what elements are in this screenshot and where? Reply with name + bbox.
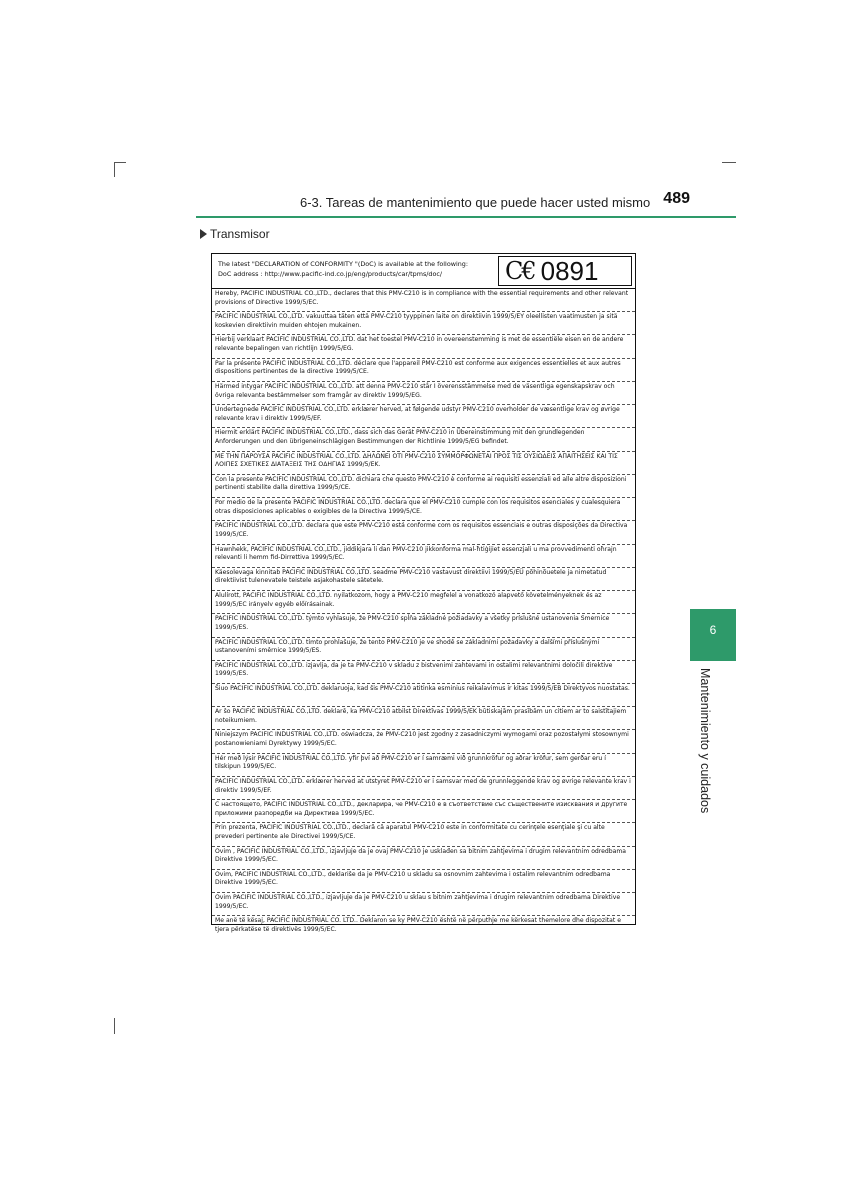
chapter-side-label (698, 668, 712, 814)
declaration-entry: ΜΕ ΤΗΝ ΠΑΡΟΥΣΑ PACIFIC INDUSTRIAL CO.,LTD. ΔΗΛΩΝΕΙ ΟΤΙ PMV-C210 ΣΥΜΜΟΡΦΩΝΕΤΑΙ ΠΡΟΣ ΤΙΣ ΟΥΣΙΩΔΕΙΣ ΑΠΑΙΤΗΣΕΙΣ ΚΑΙ ΤΙΣ ΛΟΙΠΕΣ ΣΧΕΤΙΚΕΣ ΔΙΑΤΑΞΕΙΣ ΤΗΣ ΟΔΗΓΙΑΣ 1999/5/ΕΚ. (212, 451, 635, 474)
declaration-entry: Käesolevaga kinnitab PACIFIC INDUSTRIAL CO.,LTD. seadme PMV-C210 vastavust direktiivi 1999/5/EÜ põhinõuetele ja nimetatud direktiivist tulenevatele teistele asjakohastele sätetele. (212, 567, 635, 590)
chapter-tab (690, 609, 736, 661)
section-heading-text: Transmisor (210, 227, 270, 241)
declaration-entry: Ovim PACIFIC INDUSTRIAL CO.,LTD., izjavljuje da je PMV-C210 u sklau s bitnim zahtjevima i drugim relevantnim odredbama Direktive 1999/5/EC. (212, 892, 635, 915)
declaration-entry: Härmed intygar PACIFIC INDUSTRIAL CO.,LTD. att denna PMV-C210 står I överensstämmelse med de väsentliga egenskapskrav och övriga relevanta bestämmelser som framgår av direktiv 1999/5/EG. (212, 381, 635, 404)
doc-intro-line2: DoC address : http://www.pacific-ind.co.jp/eng/products/car/tpms/doc/ (218, 270, 443, 278)
declaration-of-conformity-box (211, 253, 636, 933)
declaration-entry: Alulírott, PACIFIC INDUSTRIAL CO.,LTD. nyilatkozom, hogy a PMV-C210 megfelel a vonatkozó alapvető követelményeknek és az 1999/5/EC irányelv egyéb előírásainak. (212, 590, 635, 613)
page-header-title: 6-3. Tareas de mantenimiento que puede hacer usted mismo (300, 195, 651, 210)
doc-intro-line1: The latest "DECLARATION of CONFORMITY "(DoC) is available at the following: (218, 260, 469, 268)
declaration-entry: Por medio de la presente PACIFIC INDUSTRIAL CO.,LTD. declara que el PMV-C210 cumple con los requisitos esenciales y cualesquiera otras disposiciones aplicables o exigibles de la Directiva 1999/5/CE. (212, 497, 635, 520)
declaration-entry: Šiuo PACIFIC INDUSTRIAL CO.,LTD. deklaruoja, kad šis PMV-C210 atitinka esminius reikalavimus ir kitas 1999/5/EB Direktyvos nuostatas. (212, 683, 635, 706)
header-rule (196, 216, 736, 218)
declaration-entry: Hierbij verklaart PACIFIC INDUSTRIAL CO.,LTD. dat het toestel PMV-C210 in overeenstemming is met de essentiële eisen en de andere relevante bepalingen van richtlijn 1999/5/EG. (212, 334, 635, 357)
chapter-tab-number: 6 (709, 623, 717, 637)
declaration-entry: Hiermit erklärt PACIFIC INDUSTRIAL CO.,LTD., dass sich das Gerät PMV-C210 in Übereinstimmung mit den grundlegenden Anforderungen und den übrigeneinschlägigen Bestimmungen der Richtlinie 1999/5/EG befindet. (212, 427, 635, 450)
ce-mark-icon: C€ (505, 257, 535, 285)
triangle-bullet-icon (200, 229, 207, 239)
page-number: 489 (663, 190, 690, 207)
crop-mark-bottom-left-v (114, 1018, 115, 1034)
declaration-entry: Undertegnede PACIFIC INDUSTRIAL CO.,LTD. erklærer herved, at følgende udstyr PMV-C210 overholder de væsentlige krav og øvrige relevante krav i direktiv 1999/5/EF. (212, 404, 635, 427)
declaration-entry: PACIFIC INDUSTRIAL CO.,LTD. izjavlja, da je ta PMV-C210 v skladu z bistvenimi zahtevami in ostalimi relevantnimi določili direktive 1999/5/ES. (212, 660, 635, 683)
declaration-entry: PACIFIC INDUSTRIAL CO.,LTD. erklærer herved at utstyret PMV-C210 er i samsvar med de grunnleggende krav og øvrige relevante krav i direktiv 1999/5/EF. (212, 776, 635, 799)
ce-notified-body-number: 0891 (540, 256, 599, 286)
crop-mark-top-right-h (722, 162, 736, 163)
declaration-entry: Ovim, PACIFIC INDUSTRIAL CO.,LTD., deklariše da je PMV-C210 u skladu sa osnovnim zahtevima i ostalim relevantnim odredbama Direktive 1999/5/EC. (212, 869, 635, 892)
declaration-entry: Hawnhekk, PACIFIC INDUSTRIAL CO.,LTD., jiddikjara li dan PMV-C210 jikkonforma mal-ħtiġijiet essenzjali u ma provvedimenti oħrajn relevanti li hemm fid-Dirrettiva 1999/5/EC. (212, 544, 635, 567)
declaration-entries (212, 288, 635, 939)
declaration-entry: Con la presente PACIFIC INDUSTRIAL CO.,LTD. dichiara che questo PMV-C210 è conforme ai requisiti essenziali ed alle altre disposizioni pertinenti stabilite dalla direttiva 1999/5/CE. (212, 474, 635, 497)
declaration-entry: Niniejszym PACIFIC INDUSTRIAL CO.,LTD. oświadcza, że PMV-C210 jest zgodny z zasadniczymi wymogami oraz pozostałymi stosownymi postanowieniami Dyrektywy 1999/5/EC. (212, 729, 635, 752)
declaration-entry: Prin prezenta, PACIFIC INDUSTRIAL CO.,LTD., declară că aparatul PMV-C210 este in conformitate cu cerinţele esenţiale şi cu alte prevederi pertinente ale Directivei 1999/5/CE. (212, 822, 635, 845)
section-heading (200, 227, 270, 241)
declaration-entry: Me anë të kësaj, PACIFIC INDUSTRIAL CO. LTD.. Deklaron se ky PMV-C210 është në përputhje me kërkesat themelore dhe dispozitat e tjera përkatëse të direktivës 1999/5/EC. (212, 915, 635, 938)
crop-mark-top-left-v (114, 162, 115, 177)
doc-header (212, 254, 635, 288)
declaration-entry: Ovim , PACIFIC INDUSTRIAL CO.,LTD., izjavljuje da je ovaj PMV-C210 je usklađen sa bitnim zahtjevima i drugim relevantnim odredbama Direktive 1999/5/EC. (212, 846, 635, 869)
chapter-side-label-text: Mantenimiento y cuidados (698, 668, 712, 814)
crop-mark-top-left-h (114, 162, 126, 163)
declaration-entry: PACIFIC INDUSTRIAL CO.,LTD. vakuuttaa täten että PMV-C210 tyyppinen laite on direktiivin 1999/5/EY oleellisten vaatimusten ja sitä koskevien direktiivin muiden ehtojen mukainen. (212, 311, 635, 334)
declaration-entry: С настоящето, PACIFIC INDUSTRIAL CO.,LTD., декларира, че PMV-C210 е в съответствие със съществените изисквания и другите приложими разпоредби на Директива 1999/5/ЕС. (212, 799, 635, 822)
declaration-entry: PACIFIC INDUSTRIAL CO.,LTD. týmto vyhlasuje, že PMV-C210 spĺňa základné požiadavky a všetky príslušné ustanovenia Smernice 1999/5/ES. (212, 613, 635, 636)
declaration-entry: PACIFIC INDUSTRIAL CO.,LTD. declara que este PMV-C210 está conforme com os requisitos essenciais e outras disposições da Directiva 1999/5/CE. (212, 520, 635, 543)
declaration-entry: Hereby, PACIFIC INDUSTRIAL CO.,LTD., declares that this PMV-C210 is in compliance with the essential requirements and other relevant provisions of Directive 1999/5/EC. (212, 288, 635, 311)
ce-mark-box (498, 256, 632, 286)
declaration-entry: PACIFIC INDUSTRIAL CO.,LTD. tímto prohlašuje, že tento PMV-C210 je ve shodě se základními požadavky a dalšími příslušnými ustanoveními směrnice 1999/5/ES. (212, 637, 635, 660)
declaration-entry: Par la présente PACIFIC INDUSTRIAL CO.,LTD. déclare que l'appareil PMV-C210 est conforme aux exigences essentielles et aux autres dispositions pertinentes de la directive 1999/5/CE. (212, 358, 635, 381)
declaration-entry: Ar šo PACIFIC INDUSTRIAL CO.,LTD. deklarē, ka PMV-C210 atbilst Direktīvas 1999/5/EK būtiskajām prasībām un citiem ar to saistītajiem noteikumiem. (212, 706, 635, 729)
declaration-entry: Hér með lýsir PACIFIC INDUSTRIAL CO.,LTD. yfir því að PMV-C210 er í samræmi við grunnkröfur og aðrar kröfur, sem gerðar eru í tilskipun 1999/5/EC. (212, 753, 635, 776)
